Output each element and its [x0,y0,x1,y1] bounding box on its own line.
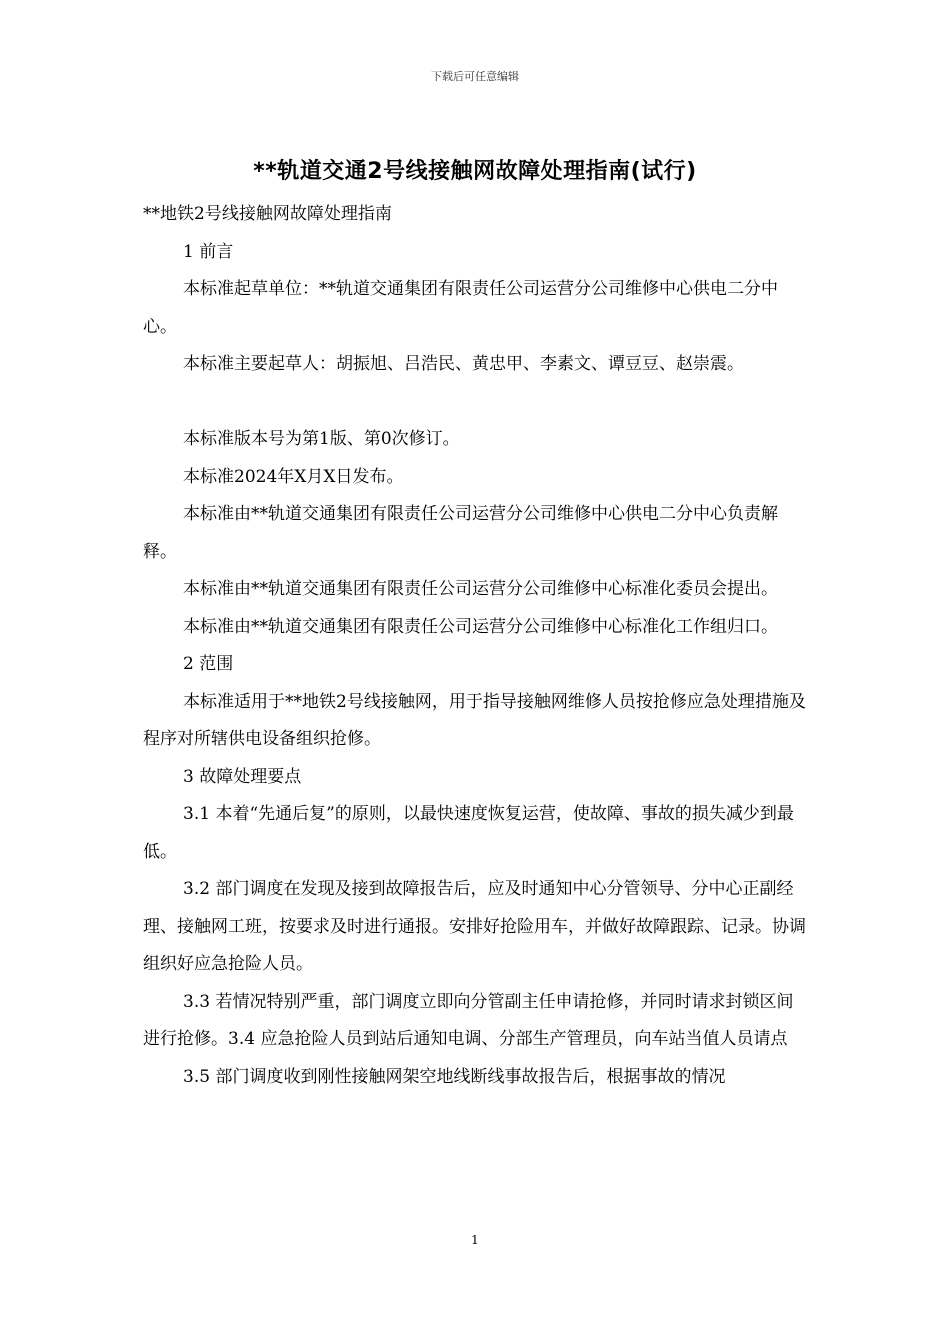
paragraph: 2 范围 [183,654,234,674]
paragraph: 本标准起草单位：**轨道交通集团有限责任公司运营分公司维修中心供电二分中心。 [143,279,778,337]
document-subtitle: **地铁2号线接触网故障处理指南 [143,204,392,224]
paragraph: 3.2 部门调度在发现及接到故障报告后，应及时通知中心分管领导、分中心正副经理、接触网工班，按要求及时进行通报。安排好抢险用车，并做好故障跟踪、记录。协调组织好应急抢险人员。 [143,879,806,974]
paragraph: 3.3 若情况特别严重，部门调度立即向分管副主任申请抢修，并同时请求封锁区间进行抢修。3.4 应急抢险人员到站后通知电调、分部生产管理员，向车站当值人员请点 [143,991,794,1049]
paragraph: 本标准适用于**地铁2号线接触网，用于指导接触网维修人员按抢修应急处理措施及程序对所辖供电设备组织抢修。 [143,691,806,749]
paragraph: 1 前言 [183,241,234,262]
paragraph-list [143,234,809,1097]
paragraph: 本标准版本号为第1版、第0次修订。 [183,429,460,449]
paragraph: 本标准由**轨道交通集团有限责任公司运营分公司维修中心供电二分中心负责解释。 [143,504,778,562]
page-number: 1 [471,1233,479,1247]
paragraph: 本标准主要起草人：胡振旭、吕浩民、黄忠甲、李素文、谭豆豆、赵崇震。 [183,354,744,374]
paragraph: 本标准由**轨道交通集团有限责任公司运营分公司维修中心标准化委员会提出。 [183,579,778,599]
paragraph: 3.1 本着“先通后复”的原则，以最快速度恢复运营，使故障、事故的损失减少到最低。 [143,804,794,862]
document-title: **轨道交通2号线接触网故障处理指南(试行) [253,159,697,184]
blank-line [143,384,809,422]
document-body [143,196,809,1096]
paragraph: 3 故障处理要点 [183,766,302,787]
paragraph: 本标准2024年X月X日发布。 [183,466,404,487]
paragraph: 本标准由**轨道交通集团有限责任公司运营分公司维修中心标准化工作组归口。 [183,616,778,637]
page-header-note: 下载后可任意编辑 [431,70,519,83]
paragraph: 3.5 部门调度收到刚性接触网架空地线断线事故报告后，根据事故的情况 [183,1066,726,1087]
